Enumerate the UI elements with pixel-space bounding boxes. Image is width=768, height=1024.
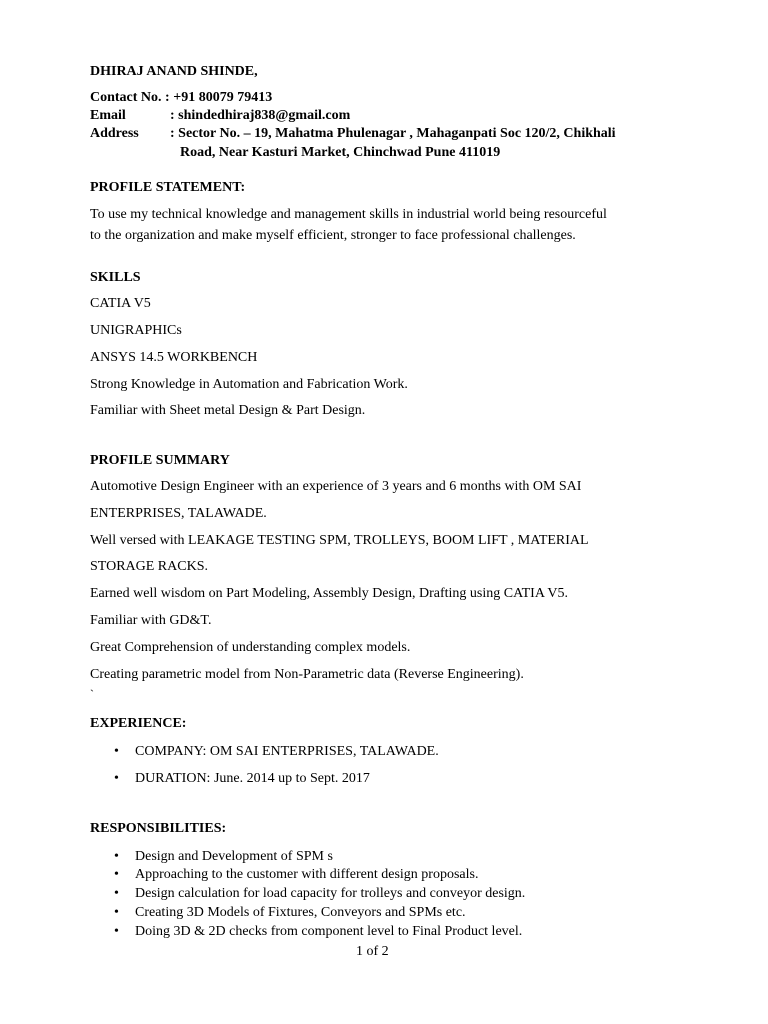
bullet-icon: • bbox=[114, 886, 119, 901]
summary-line: ENTERPRISES, TALAWADE. bbox=[90, 506, 267, 521]
bullet-icon: • bbox=[114, 771, 119, 786]
responsibility-text: Creating 3D Models of Fixtures, Conveyors and SPMs etc. bbox=[135, 905, 466, 920]
responsibility-item bbox=[114, 904, 714, 921]
address-label: Address bbox=[90, 126, 139, 141]
experience-item bbox=[114, 743, 714, 760]
experience-heading: EXPERIENCE: bbox=[90, 716, 187, 731]
responsibility-item bbox=[114, 923, 714, 940]
page-number: 1 of 2 bbox=[356, 944, 389, 959]
experience-item bbox=[114, 770, 714, 787]
profile-statement-line-2: to the organization and make myself efficient, stronger to face professional challenges. bbox=[90, 228, 576, 243]
bullet-icon: • bbox=[114, 905, 119, 920]
skill-item: Strong Knowledge in Automation and Fabrication Work. bbox=[90, 377, 408, 392]
bullet-icon: • bbox=[114, 744, 119, 759]
skill-item: CATIA V5 bbox=[90, 296, 151, 311]
bullet-icon: • bbox=[114, 924, 119, 939]
profile-statement-line-1: To use my technical knowledge and management skills in industrial world being resourceful bbox=[90, 207, 607, 222]
experience-duration: DURATION: June. 2014 up to Sept. 2017 bbox=[135, 771, 370, 786]
responsibility-text: Design and Development of SPM s bbox=[135, 849, 333, 864]
summary-line: Creating parametric model from Non-Parametric data (Reverse Engineering). bbox=[90, 667, 524, 682]
experience-company: COMPANY: OM SAI ENTERPRISES, TALAWADE. bbox=[135, 744, 439, 759]
summary-line: Well versed with LEAKAGE TESTING SPM, TROLLEYS, BOOM LIFT , MATERIAL bbox=[90, 533, 589, 548]
contact-label: Contact No. : bbox=[90, 90, 170, 105]
address-row bbox=[90, 125, 616, 142]
address-line-2: Road, Near Kasturi Market, Chinchwad Pune 411019 bbox=[180, 145, 501, 160]
summary-line: Familiar with GD&T. bbox=[90, 613, 212, 628]
summary-line: Earned well wisdom on Part Modeling, Assembly Design, Drafting using CATIA V5. bbox=[90, 586, 569, 601]
skill-item: ANSYS 14.5 WORKBENCH bbox=[90, 350, 258, 365]
email-label: Email bbox=[90, 108, 126, 123]
responsibility-item bbox=[114, 866, 714, 883]
bullet-icon: • bbox=[114, 867, 119, 882]
skills-heading: SKILLS bbox=[90, 270, 141, 285]
address-line-1: : Sector No. – 19, Mahatma Phulenagar , Mahaganpati Soc 120/2, Chikhali bbox=[170, 126, 616, 141]
email-row bbox=[90, 107, 350, 124]
email-value: : shindedhiraj838@gmail.com bbox=[170, 108, 351, 123]
responsibility-text: Approaching to the customer with different design proposals. bbox=[135, 867, 479, 882]
responsibilities-heading: RESPONSIBILITIES: bbox=[90, 821, 227, 836]
stray-mark: ` bbox=[90, 687, 94, 701]
contact-value: +91 80079 79413 bbox=[173, 90, 273, 105]
responsibility-item bbox=[114, 885, 714, 902]
contact-row bbox=[90, 89, 272, 106]
summary-line: Great Comprehension of understanding complex models. bbox=[90, 640, 411, 655]
profile-summary-heading: PROFILE SUMMARY bbox=[90, 453, 230, 468]
summary-line: STORAGE RACKS. bbox=[90, 559, 208, 574]
bullet-icon: • bbox=[114, 849, 119, 864]
summary-line: Automotive Design Engineer with an experience of 3 years and 6 months with OM SAI bbox=[90, 479, 582, 494]
responsibility-text: Design calculation for load capacity for trolleys and conveyor design. bbox=[135, 886, 526, 901]
responsibility-text: Doing 3D & 2D checks from component level to Final Product level. bbox=[135, 924, 523, 939]
responsibility-item bbox=[114, 848, 714, 865]
candidate-name: DHIRAJ ANAND SHINDE, bbox=[90, 64, 258, 79]
skill-item: UNIGRAPHICs bbox=[90, 323, 182, 338]
profile-statement-heading: PROFILE STATEMENT: bbox=[90, 180, 246, 195]
skill-item: Familiar with Sheet metal Design & Part Design. bbox=[90, 403, 366, 418]
